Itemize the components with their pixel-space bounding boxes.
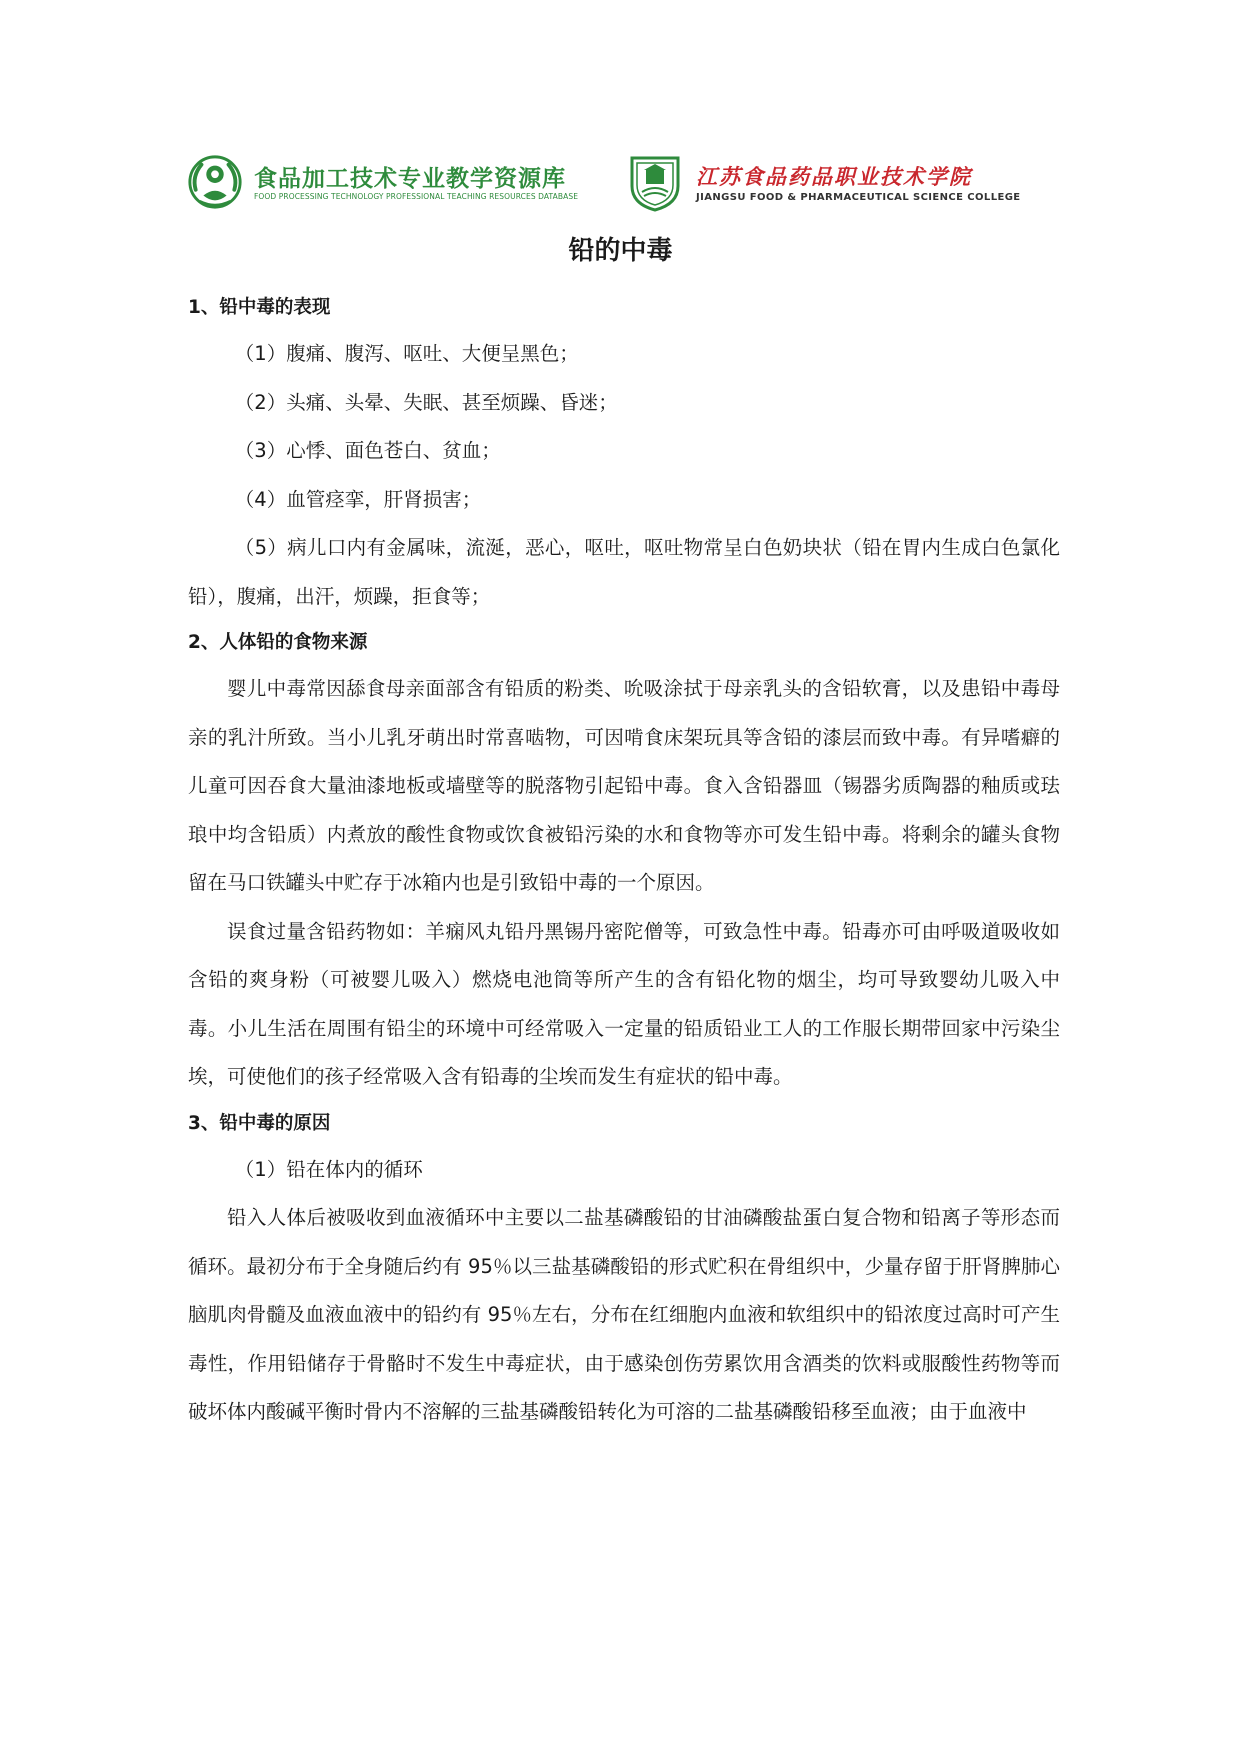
college-name-en: JIANGSU FOOD & PHARMACEUTICAL SCIENCE COLLEGE — [696, 192, 1021, 203]
document-body — [188, 286, 1060, 1437]
college-seal-icon — [624, 152, 686, 214]
symptom-item-4: （4）血管痉挛，肝肾损害； — [234, 487, 482, 511]
section-heading-2: 2、人体铅的食物来源 — [188, 632, 368, 653]
symptom-item-5: （5）病儿口内有金属味，流涎，恶心，呕吐，呕吐物常呈白色奶块状（铅在胃内生成白色氯化铅），腹痛，出汗，烦躁，拒食等； — [188, 536, 1060, 608]
resource-database-logo — [186, 150, 606, 216]
page-header — [186, 150, 1056, 216]
document-title: 铅的中毒 — [568, 236, 673, 266]
resource-database-title: 食品加工技术专业教学资源库 — [254, 166, 566, 192]
resource-database-subtitle: FOOD PROCESSING TECHNOLOGY PROFESSIONAL TEACHING RESOURCES DATABASE — [254, 192, 579, 201]
section-3-subheading: （1）铅在体内的循环 — [234, 1157, 423, 1181]
symptom-item-3: （3）心悸、面色苍白、贫血； — [234, 439, 501, 462]
section-2-paragraph-1: 婴儿中毒常因舔食母亲面部含有铅质的粉类、吮吸涂拭于母亲乳头的含铅软膏，以及患铅中毒母亲的乳汁所致。当小儿乳牙萌出时常喜啮物，可因啃食床架玩具等含铅的漆层而致中毒。有异嗜癖的儿童可因吞食大量油漆地板或墙壁等的脱落物引起铅中毒。食入含铅器皿（锡器劣质陶器的釉质或珐琅中均含铅质）内煮放的酸性食物或饮食被铅污染的水和食物等亦可发生铅中毒。将剩余的罐头食物留在马口铁罐头中贮存于冰箱内也是引致铅中毒的一个原因。 — [188, 677, 1060, 894]
symptom-item-1: （1）腹痛、腹泻、呕吐、大便呈黑色； — [234, 342, 579, 365]
section-heading-3: 3、铅中毒的原因 — [188, 1112, 331, 1134]
section-2-paragraph-2: 误食过量含铅药物如：羊痫风丸铅丹黑锡丹密陀僧等，可致急性中毒。铅毒亦可由呼吸道吸收如含铅的爽身粉（可被婴儿吸入）燃烧电池筒等所产生的含有铅化物的烟尘，均可导致婴幼儿吸入中毒。小儿生活在周围有铅尘的环境中可经常吸入一定量的铅质铅业工人的工作服长期带回家中污染尘埃，可使他们的孩子经常吸入含有铅毒的尘埃而发生有症状的铅中毒。 — [188, 919, 1060, 1088]
college-logo — [624, 150, 1056, 216]
section-3-paragraph-1: 铅入人体后被吸收到血液循环中主要以二盐基磷酸铅的甘油磷酸盐蛋白复合物和铅离子等形态而循环。最初分布于全身随后约有 95％以三盐基磷酸铅的形式贮积在骨组织中，少量存留于肝肾脾肺心脑肌肉骨髓及血液血液中的铅约有 95％左右，分布在红细胞内血液和软组织中的铅浓度过高时可产生毒性，作用铅储存于骨骼时不发生中毒症状，由于感染创伤劳累饮用含酒类的饮料或服酸性药物等而破坏体内酸碱平衡时骨内不溶解的三盐基磷酸铅转化为可溶的二盐基磷酸铅移至血液；由于血液中 — [188, 1206, 1060, 1423]
resource-database-emblem-icon — [186, 153, 244, 211]
symptom-item-2: （2）头痛、头晕、失眠、甚至烦躁、昏迷； — [234, 390, 618, 414]
section-heading-1: 1、铅中毒的表现 — [188, 297, 331, 318]
college-name: 江苏食品药品职业技术学院 — [696, 164, 972, 189]
